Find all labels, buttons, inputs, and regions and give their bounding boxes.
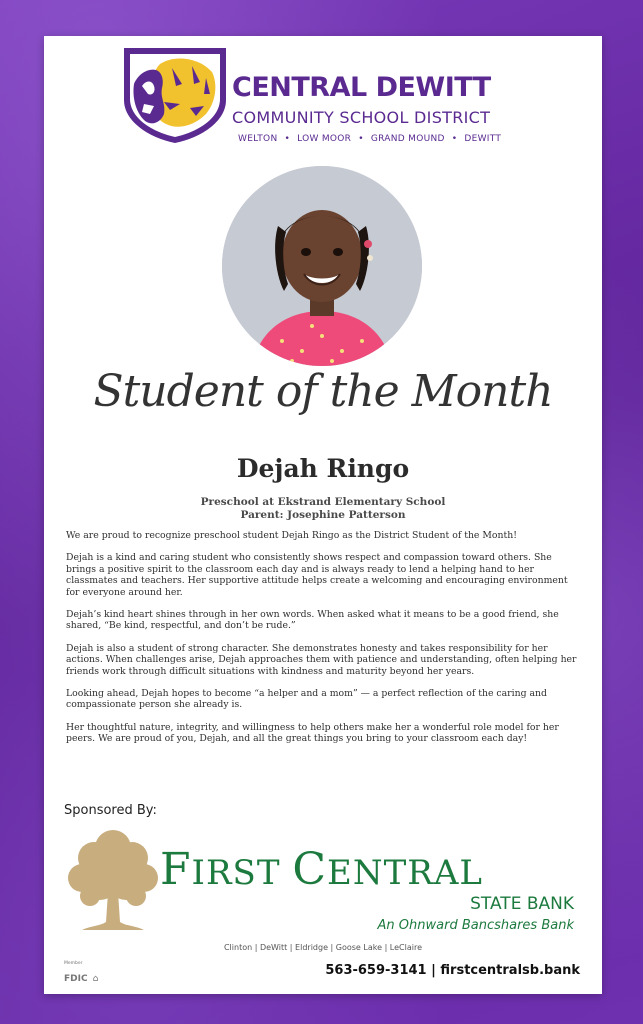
town-low-moor: LOW MOOR [297, 134, 352, 144]
bullet-separator: • [284, 134, 291, 144]
paragraph: Dejah is also a student of strong character. She demonstrates honesty and takes responsibility for her actions. When challenges arise, Dejah approaches them with patience and understanding, often helping her friends work through difficult situations with kindness and maturity beyond her years. [66, 642, 577, 677]
bank-branches: Clinton | DeWitt | Eldridge | Goose Lake | LeClaire [223, 943, 423, 952]
flyer-page [44, 36, 602, 994]
sponsored-by-label: Sponsored By: [64, 803, 157, 818]
student-school: Preschool at Ekstrand Elementary School [200, 496, 446, 508]
student-photo [222, 166, 422, 366]
bullet-separator: • [358, 134, 364, 144]
bank-contact: 563-659-3141 | firstcentralsb.bank [325, 963, 580, 978]
district-subtitle: COMMUNITY SCHOOL DISTRICT [232, 108, 491, 127]
district-towns [238, 134, 501, 144]
student-portrait-icon [222, 166, 422, 366]
bank-word-entral: ENTRAL [327, 853, 483, 893]
student-parent: Parent: Josephine Patterson [240, 509, 406, 521]
town-dewitt: DEWITT [464, 134, 502, 144]
district-name: CENTRAL DEWITT [232, 72, 491, 103]
equal-housing-icon: ⌂ [92, 974, 99, 984]
bank-tagline: An Ohnward Bancshares Bank [377, 918, 574, 933]
paragraph: We are proud to recognize preschool student Dejah Ringo as the District Student of the Month! [66, 530, 517, 541]
tiger-crest-icon [120, 44, 230, 144]
oak-tree-icon [66, 826, 161, 934]
bank-word-irst: IRST [191, 853, 293, 893]
fdic-badge [64, 961, 104, 984]
paragraph: Dejah is a kind and caring student who consistently shows respect and compassion toward others. She brings a positive spirit to the classroom each day and is always ready to lend a helping hand to her classmates and teachers. Her supportive attitude helps create a welcoming and encouraging environment for everyone around her. [66, 552, 568, 598]
student-of-the-month-title: Student of the Month [93, 366, 553, 417]
town-welton: WELTON [238, 134, 278, 144]
bank-subtitle: STATE BANK [470, 894, 574, 914]
fdic-mark: FDIC [64, 974, 88, 984]
bullet-separator: • [451, 134, 458, 144]
paragraph: Dejah’s kind heart shines through in her own words. When asked what it means to be a good friend, she shared, “Be kind, respectful, and don’t be rude.” [66, 609, 559, 632]
bank-initial-f: F [160, 844, 192, 895]
fdic-member-label: Member [64, 961, 83, 966]
town-grand-mound: GRAND MOUND [370, 134, 445, 144]
bank-initial-c: C [292, 844, 328, 895]
paragraph: Her thoughtful nature, integrity, and willingness to help others make her a wonderful role model for her peers. We are proud of you, Dejah, and all the great things you bring to your classroom each day! [66, 721, 559, 745]
bank-name [160, 844, 483, 895]
paragraph: Looking ahead, Dejah hopes to become “a helper and a mom” — a perfect reflection of the caring and compassionate person she already is. [66, 688, 547, 711]
article-body [66, 530, 582, 756]
student-name: Dejah Ringo [236, 454, 410, 483]
district-header [120, 44, 530, 154]
